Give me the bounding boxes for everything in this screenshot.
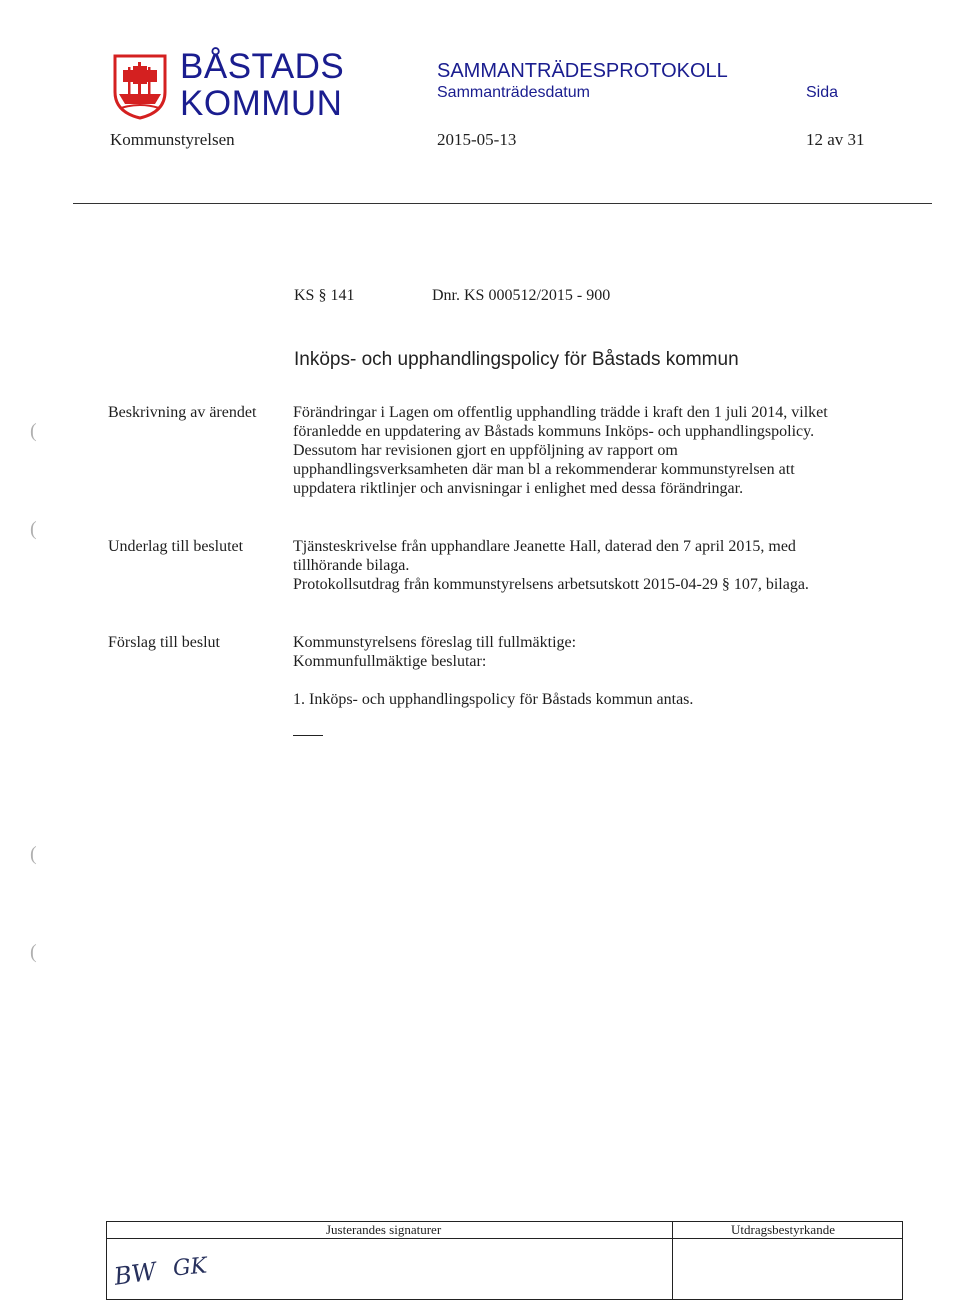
case-title: Inköps- och upphandlingspolicy för Båstads kommun	[294, 349, 739, 370]
margin-mark: (	[30, 518, 37, 540]
signature-table-column-divider	[672, 1221, 673, 1300]
case-paragraph-number: KS § 141	[294, 287, 355, 304]
description-paragraph: Förändringar i Lagen om offentlig upphandling trädde i kraft den 1 juli 2014, vilket föranledde en uppdatering av Båstads kommuns Inköps- och upphandlingspolicy. Dessutom har revisionen gjort en uppföljning av rapport om upphandlingsverksamheten där man bl a rekommenderar kommunstyrelsen att uppdatera riktlinjer och anvisningar i enlighet med dessa förändringar.	[293, 404, 828, 497]
proposal-label: Förslag till beslut	[108, 634, 220, 651]
proposal-line-2: Kommunfullmäktige beslutar:	[293, 653, 487, 670]
organization-name: Kommunstyrelsen	[110, 130, 235, 149]
signature-table-header-rule	[106, 1238, 903, 1239]
basis-document-1: Tjänsteskrivelse från upphandlare Jeanette Hall, daterad den 7 april 2015, med tillhörande bilaga.	[293, 538, 796, 574]
page-label: Sida	[806, 84, 839, 101]
margin-mark: (	[30, 843, 37, 865]
description-text	[293, 403, 853, 498]
description-label: Beskrivning av ärendet	[108, 404, 257, 421]
proposal-text	[293, 633, 853, 671]
meeting-date: 2015-05-13	[437, 130, 517, 149]
signature-initials-2: GK	[171, 1253, 209, 1282]
section-end-rule	[293, 735, 323, 736]
margin-mark: (	[30, 420, 37, 442]
meeting-date-label: Sammanträdesdatum	[437, 84, 590, 101]
logo-wordmark-line1: BÅSTADS	[180, 47, 345, 86]
signatures-label: Justerandes signaturer	[326, 1222, 442, 1237]
basis-text	[293, 537, 853, 594]
logo-wordmark-line2: KOMMUN	[180, 84, 343, 123]
resolution-item-1: 1. Inköps- och upphandlingspolicy för Båstads kommun antas.	[293, 691, 694, 708]
ship-crest-logo	[111, 52, 169, 120]
document-title: SAMMANTRÄDESPROTOKOLL	[437, 60, 728, 82]
signature-initials-1: BW	[112, 1257, 159, 1291]
proposal-line-1: Kommunstyrelsens föreslag till fullmäktige:	[293, 634, 577, 651]
margin-mark: (	[30, 941, 37, 963]
extract-certification-label: Utdragsbestyrkande	[731, 1222, 835, 1237]
case-registration-number: Dnr. KS 000512/2015 - 900	[432, 287, 611, 304]
basis-label: Underlag till beslutet	[108, 538, 244, 555]
basis-document-2: Protokollsutdrag från kommunstyrelsens arbetsutskott 2015-04-29 § 107, bilaga.	[293, 576, 809, 593]
page-number: 12 av 31	[806, 130, 865, 149]
header-divider	[73, 203, 932, 204]
